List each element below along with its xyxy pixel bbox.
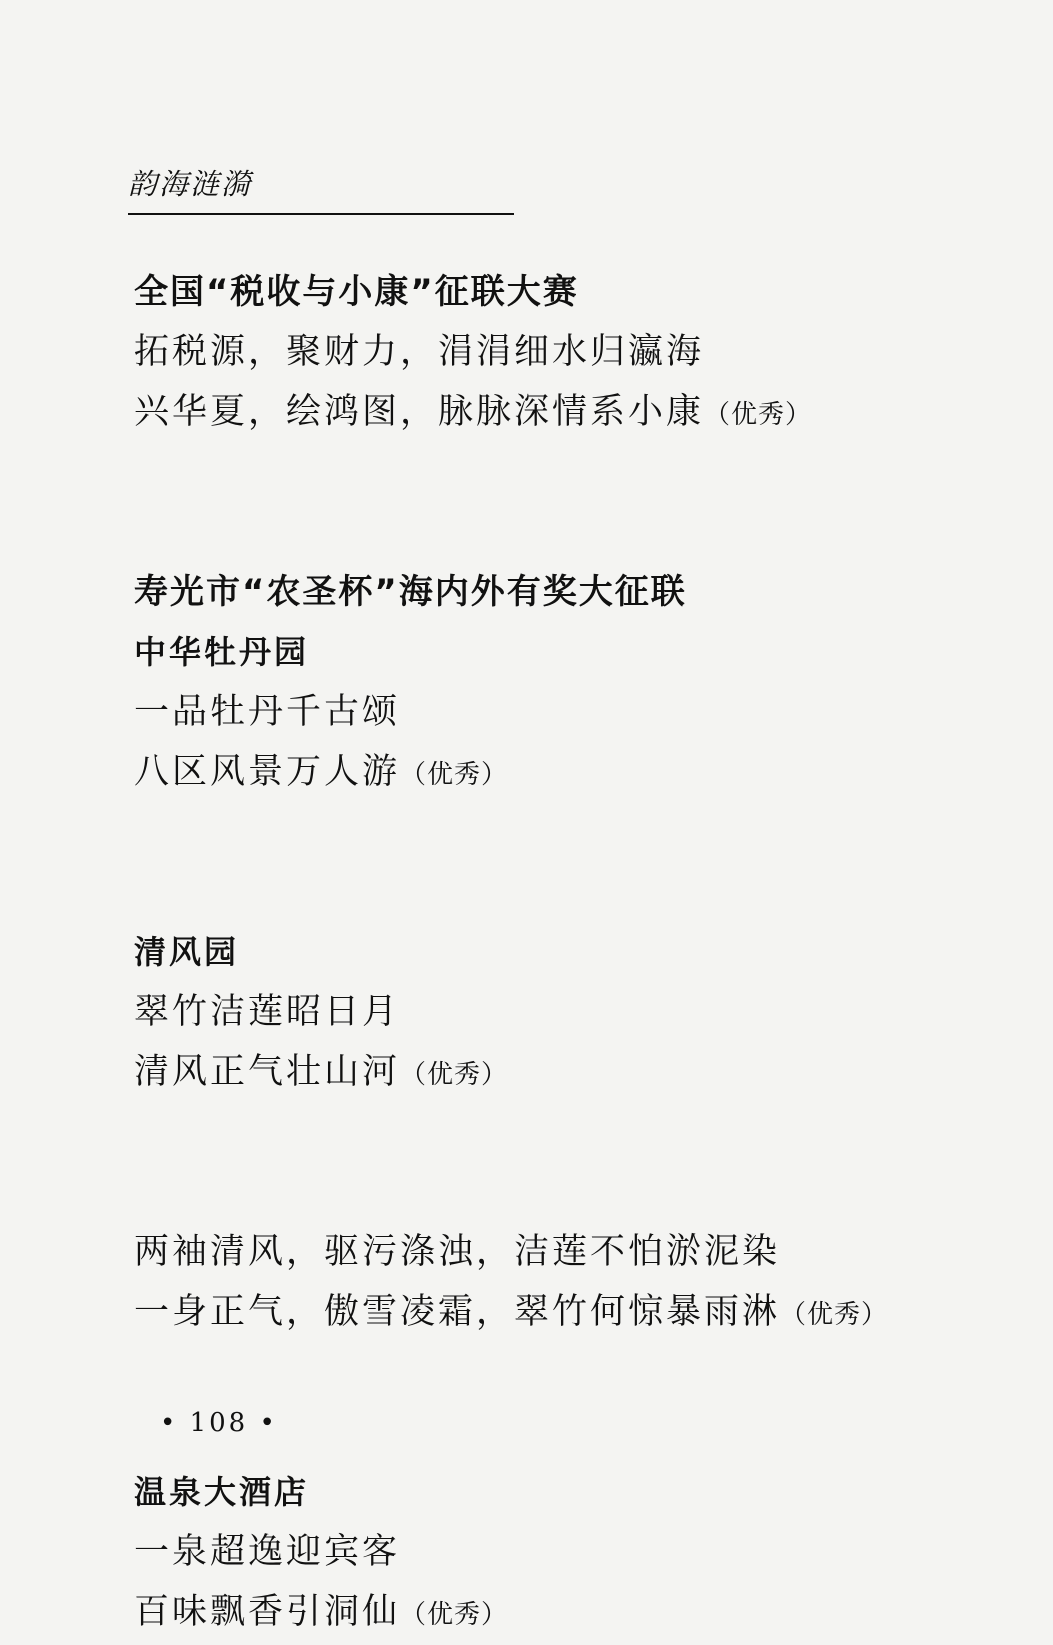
couplet-text: 清风正气壮山河 bbox=[134, 1052, 401, 1092]
award-note: （优秀） bbox=[400, 760, 509, 790]
couplet-line bbox=[134, 1042, 994, 1102]
award-note: （优秀） bbox=[704, 400, 813, 430]
entry-subtitle: 中华牡丹园 bbox=[134, 633, 310, 671]
couplet-text: 百味飘香引洞仙 bbox=[134, 1592, 401, 1632]
award-note: （优秀） bbox=[400, 1600, 509, 1630]
couplet-line bbox=[134, 1582, 994, 1642]
running-header: 韵海涟漪 bbox=[128, 162, 514, 215]
section-tax-contest bbox=[134, 262, 994, 442]
entry-qingfeng-long bbox=[134, 1222, 994, 1342]
entry-subtitle: 清风园 bbox=[134, 933, 240, 971]
couplet-line bbox=[134, 1282, 994, 1342]
entry-spacer bbox=[134, 1102, 994, 1222]
section-nongsheng-contest bbox=[134, 562, 994, 1642]
couplet-text: 兴华夏，绘鸿图，脉脉深情系小康 bbox=[134, 392, 705, 432]
couplet-line bbox=[134, 382, 994, 442]
section-spacer bbox=[134, 442, 994, 562]
entry-hot-spring-hotel bbox=[134, 1462, 994, 1642]
couplet-text: 八区风景万人游 bbox=[134, 752, 401, 792]
couplet-line bbox=[134, 742, 994, 802]
couplet-line: 拓税源，聚财力，涓涓细水归瀛海 bbox=[134, 332, 705, 372]
entry-subtitle: 温泉大酒店 bbox=[134, 1473, 310, 1511]
page-number: • 108 • bbox=[160, 1408, 278, 1438]
entry-peony-garden bbox=[134, 622, 994, 802]
award-note: （优秀） bbox=[400, 1060, 509, 1090]
section-title: 全国“税收与小康”征联大赛 bbox=[134, 272, 579, 312]
couplet-line: 一泉超逸迎宾客 bbox=[134, 1532, 401, 1572]
entry-spacer bbox=[134, 802, 994, 922]
award-note: （优秀） bbox=[780, 1300, 889, 1330]
couplet-line: 翠竹洁莲昭日月 bbox=[134, 992, 401, 1032]
section-title: 寿光市“农圣杯”海内外有奖大征联 bbox=[134, 572, 687, 612]
entry-qingfeng-garden bbox=[134, 922, 994, 1102]
entry-spacer bbox=[134, 1342, 994, 1462]
couplet-line: 两袖清风，驱污涤浊，洁莲不怕淤泥染 bbox=[134, 1232, 781, 1272]
couplet-line: 一品牡丹千古颂 bbox=[134, 692, 401, 732]
couplet-text: 一身正气，傲雪凌霜，翠竹何惊暴雨淋 bbox=[134, 1292, 781, 1332]
